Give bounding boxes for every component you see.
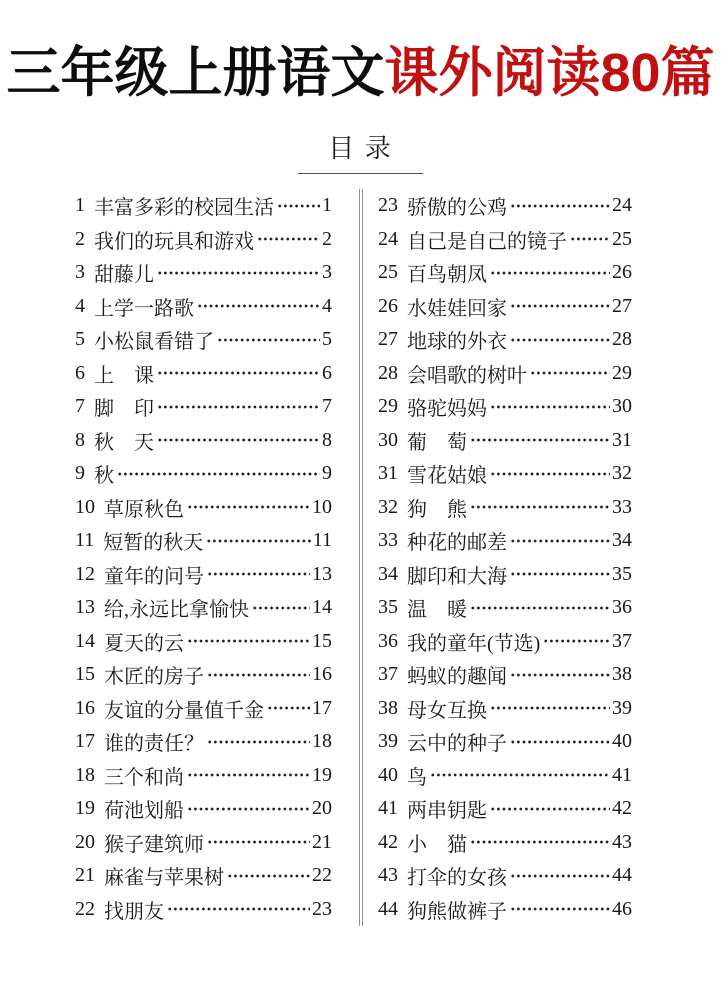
entry-number: 36 [378, 629, 398, 652]
entry-page: 42 [612, 797, 632, 820]
dot-leader [570, 223, 610, 257]
toc-column-left [75, 189, 332, 926]
dot-leader [470, 826, 610, 860]
entry-number: 4 [75, 294, 85, 317]
dot-leader [257, 223, 320, 257]
entry-title: 上 课 [94, 364, 154, 387]
dot-leader [157, 357, 320, 391]
entry-page: 19 [312, 763, 332, 786]
toc-entry [378, 591, 632, 625]
toc-entry [75, 692, 332, 726]
entry-title: 找朋友 [104, 900, 164, 923]
toc-entry [378, 558, 632, 592]
entry-page: 24 [612, 194, 632, 217]
toc-entry [75, 189, 332, 223]
page-title [0, 40, 721, 108]
entry-page: 2 [322, 227, 332, 250]
entry-title: 脚 印 [94, 398, 154, 421]
entry-title: 草原秋色 [104, 498, 184, 521]
entry-title: 雪花姑娘 [407, 465, 487, 488]
entry-number: 41 [378, 797, 398, 820]
entry-page: 5 [322, 328, 332, 351]
entry-page: 8 [322, 428, 332, 451]
entry-number: 24 [378, 227, 398, 250]
entry-page: 39 [612, 696, 632, 719]
toc-entry [378, 658, 632, 692]
entry-number: 27 [378, 328, 398, 351]
toc-entry [75, 625, 332, 659]
entry-number: 37 [378, 663, 398, 686]
dot-leader [187, 792, 310, 826]
dot-leader [470, 591, 610, 625]
toc-entry [378, 457, 632, 491]
entry-title: 短暂的秋天 [103, 532, 204, 555]
entry-title: 夏天的云 [104, 632, 184, 655]
entry-title: 木匠的房子 [104, 666, 204, 689]
entry-title: 自己是自己的镜子 [407, 230, 567, 253]
dot-leader [187, 759, 310, 793]
entry-page: 10 [312, 495, 332, 518]
toc-entry [75, 290, 332, 324]
entry-number: 17 [75, 730, 95, 753]
dot-leader [510, 558, 610, 592]
entry-page: 23 [312, 897, 332, 920]
dot-leader [207, 558, 310, 592]
entry-page: 35 [612, 562, 632, 585]
toc-entry [378, 792, 632, 826]
entry-page: 33 [612, 495, 632, 518]
entry-title: 种花的邮差 [407, 532, 507, 555]
entry-number: 40 [378, 763, 398, 786]
entry-page: 31 [612, 428, 632, 451]
toc-columns [75, 189, 632, 926]
entry-title: 水娃娃回家 [407, 297, 507, 320]
entry-page: 46 [612, 897, 632, 920]
entry-page: 40 [612, 730, 632, 753]
entry-page: 25 [612, 227, 632, 250]
toc-entry [75, 524, 332, 558]
toc-entry [75, 256, 332, 290]
toc-entry [75, 658, 332, 692]
entry-title: 骄傲的公鸡 [407, 197, 507, 220]
toc-entry [378, 725, 632, 759]
dot-leader [252, 591, 310, 625]
entry-number: 32 [378, 495, 398, 518]
dot-leader [277, 189, 320, 223]
entry-page: 34 [612, 529, 632, 552]
entry-title: 狗 熊 [407, 498, 467, 521]
entry-page: 17 [312, 696, 332, 719]
entry-page: 29 [612, 361, 632, 384]
entry-page: 30 [612, 395, 632, 418]
entry-title: 猴子建筑师 [104, 833, 204, 856]
entry-page: 37 [612, 629, 632, 652]
entry-number: 6 [75, 361, 85, 384]
entry-title: 秋 [94, 465, 114, 488]
entry-number: 14 [75, 629, 95, 652]
dot-leader [207, 658, 310, 692]
entry-number: 25 [378, 261, 398, 284]
entry-title: 葡 萄 [407, 431, 467, 454]
entry-number: 44 [378, 897, 398, 920]
dot-leader [490, 792, 610, 826]
toc-entry [75, 725, 332, 759]
entry-number: 9 [75, 462, 85, 485]
entry-title: 会唱歌的树叶 [407, 364, 527, 387]
dot-leader [187, 491, 310, 525]
entry-number: 2 [75, 227, 85, 250]
entry-title: 甜藤儿 [94, 264, 154, 287]
entry-page: 1 [322, 194, 332, 217]
entry-title: 两串钥匙 [407, 800, 487, 823]
dot-leader [510, 189, 610, 223]
toc-column-right [378, 189, 632, 926]
title-black-segment: 三年级上册语文 [6, 43, 385, 103]
entry-page: 4 [322, 294, 332, 317]
toc-entry [378, 759, 632, 793]
toc-entry [75, 424, 332, 458]
dot-leader [217, 323, 320, 357]
toc-entry [378, 189, 632, 223]
toc-entry [75, 558, 332, 592]
entry-title: 温 暖 [407, 599, 467, 622]
toc-heading-wrap [0, 128, 721, 174]
column-divider [359, 189, 363, 926]
dot-leader [470, 424, 610, 458]
toc-entry [378, 491, 632, 525]
toc-entry [378, 424, 632, 458]
entry-number: 43 [378, 864, 398, 887]
entry-page: 13 [312, 562, 332, 585]
entry-page: 16 [312, 663, 332, 686]
entry-page: 20 [312, 797, 332, 820]
entry-page: 18 [312, 730, 332, 753]
toc-entry [75, 323, 332, 357]
entry-number: 23 [378, 194, 398, 217]
dot-leader [510, 290, 610, 324]
entry-number: 31 [378, 462, 398, 485]
entry-number: 12 [75, 562, 95, 585]
entry-page: 44 [612, 864, 632, 887]
dot-leader [470, 491, 610, 525]
entry-title: 小松鼠看错了 [94, 331, 214, 354]
entry-number: 3 [75, 261, 85, 284]
dot-leader [157, 256, 320, 290]
entry-number: 33 [378, 529, 398, 552]
entry-title: 骆驼妈妈 [407, 398, 487, 421]
toc-entry [378, 223, 632, 257]
toc-entry [378, 256, 632, 290]
entry-title: 我们的玩具和游戏 [94, 230, 254, 253]
entry-title: 给,永远比拿愉快 [104, 599, 249, 622]
entry-number: 8 [75, 428, 85, 451]
entry-page: 21 [312, 830, 332, 853]
entry-page: 3 [322, 261, 332, 284]
entry-number: 20 [75, 830, 95, 853]
toc-entry [75, 390, 332, 424]
entry-title: 荷池划船 [104, 800, 184, 823]
toc-entry [378, 357, 632, 391]
toc-entry [75, 792, 332, 826]
dot-leader [490, 457, 610, 491]
toc-entry [378, 692, 632, 726]
entry-title: 麻雀与苹果树 [104, 867, 224, 890]
entry-number: 28 [378, 361, 398, 384]
entry-title: 蚂蚁的趣闻 [407, 666, 507, 689]
toc-entry [378, 524, 632, 558]
entry-page: 32 [612, 462, 632, 485]
entry-title: 谁的责任？ [104, 733, 204, 756]
entry-number: 11 [75, 529, 95, 552]
entry-number: 35 [378, 596, 398, 619]
entry-page: 36 [612, 596, 632, 619]
entry-title: 狗熊做裤子 [407, 900, 507, 923]
entry-number: 39 [378, 730, 398, 753]
dot-leader [510, 893, 610, 927]
entry-number: 15 [75, 663, 95, 686]
entry-page: 14 [312, 596, 332, 619]
entry-number: 10 [75, 495, 95, 518]
dot-leader [530, 357, 610, 391]
entry-number: 5 [75, 328, 85, 351]
entry-number: 29 [378, 395, 398, 418]
dot-leader [510, 323, 610, 357]
dot-leader [117, 457, 320, 491]
dot-leader [490, 256, 610, 290]
toc-entry [378, 859, 632, 893]
dot-leader [207, 725, 310, 759]
entry-page: 22 [312, 864, 332, 887]
entry-title: 我的童年(节选) [407, 632, 541, 655]
entry-page: 43 [612, 830, 632, 853]
entry-number: 7 [75, 395, 85, 418]
entry-title: 小 猫 [407, 833, 467, 856]
dot-leader [197, 290, 320, 324]
entry-number: 21 [75, 864, 95, 887]
entry-page: 38 [612, 663, 632, 686]
entry-page: 9 [322, 462, 332, 485]
toc-entry [75, 491, 332, 525]
title-red-segment: 课外阅读80篇 [384, 43, 715, 103]
dot-leader [430, 759, 610, 793]
entry-page: 28 [612, 328, 632, 351]
dot-leader [206, 524, 310, 558]
dot-leader [267, 692, 310, 726]
entry-number: 1 [75, 194, 85, 217]
entry-number: 42 [378, 830, 398, 853]
toc-entry [75, 859, 332, 893]
entry-title: 三个和尚 [104, 766, 184, 789]
entry-page: 7 [322, 395, 332, 418]
entry-title: 友谊的分量值千金 [104, 699, 264, 722]
dot-leader [510, 859, 610, 893]
dot-leader [187, 625, 310, 659]
dot-leader [167, 893, 310, 927]
entry-title: 上学一路歌 [94, 297, 194, 320]
entry-title: 鸟 [407, 766, 427, 789]
toc-entry [378, 390, 632, 424]
entry-page: 15 [312, 629, 332, 652]
toc-entry [378, 826, 632, 860]
dot-leader [510, 725, 610, 759]
toc-entry [378, 625, 632, 659]
toc-entry [75, 223, 332, 257]
toc-entry [75, 357, 332, 391]
toc-entry [75, 457, 332, 491]
entry-title: 童年的问号 [104, 565, 204, 588]
toc-heading: 目 录 [298, 128, 423, 174]
entry-title: 秋 天 [94, 431, 154, 454]
dot-leader [543, 625, 610, 659]
entry-title: 百鸟朝凤 [407, 264, 487, 287]
toc-entry [75, 893, 332, 927]
toc-entry [378, 323, 632, 357]
toc-entry [75, 826, 332, 860]
toc-entry [75, 591, 332, 625]
entry-page: 27 [612, 294, 632, 317]
entry-number: 18 [75, 763, 95, 786]
entry-page: 6 [322, 361, 332, 384]
dot-leader [490, 390, 610, 424]
entry-number: 26 [378, 294, 398, 317]
entry-page: 26 [612, 261, 632, 284]
entry-number: 30 [378, 428, 398, 451]
entry-title: 云中的种子 [407, 733, 507, 756]
toc-entry [378, 893, 632, 927]
dot-leader [207, 826, 310, 860]
entry-page: 41 [612, 763, 632, 786]
entry-page: 11 [312, 529, 332, 552]
entry-title: 丰富多彩的校园生活 [94, 197, 274, 220]
entry-number: 19 [75, 797, 95, 820]
entry-number: 38 [378, 696, 398, 719]
entry-number: 16 [75, 696, 95, 719]
entry-title: 地球的外衣 [407, 331, 507, 354]
entry-title: 母女互换 [407, 699, 487, 722]
dot-leader [227, 859, 310, 893]
entry-title: 脚印和大海 [407, 565, 507, 588]
dot-leader [157, 424, 320, 458]
dot-leader [510, 658, 610, 692]
toc-entry [378, 290, 632, 324]
dot-leader [157, 390, 320, 424]
entry-number: 22 [75, 897, 95, 920]
entry-title: 打伞的女孩 [407, 867, 507, 890]
entry-number: 34 [378, 562, 398, 585]
entry-number: 13 [75, 596, 95, 619]
dot-leader [490, 692, 610, 726]
dot-leader [510, 524, 610, 558]
toc-entry [75, 759, 332, 793]
